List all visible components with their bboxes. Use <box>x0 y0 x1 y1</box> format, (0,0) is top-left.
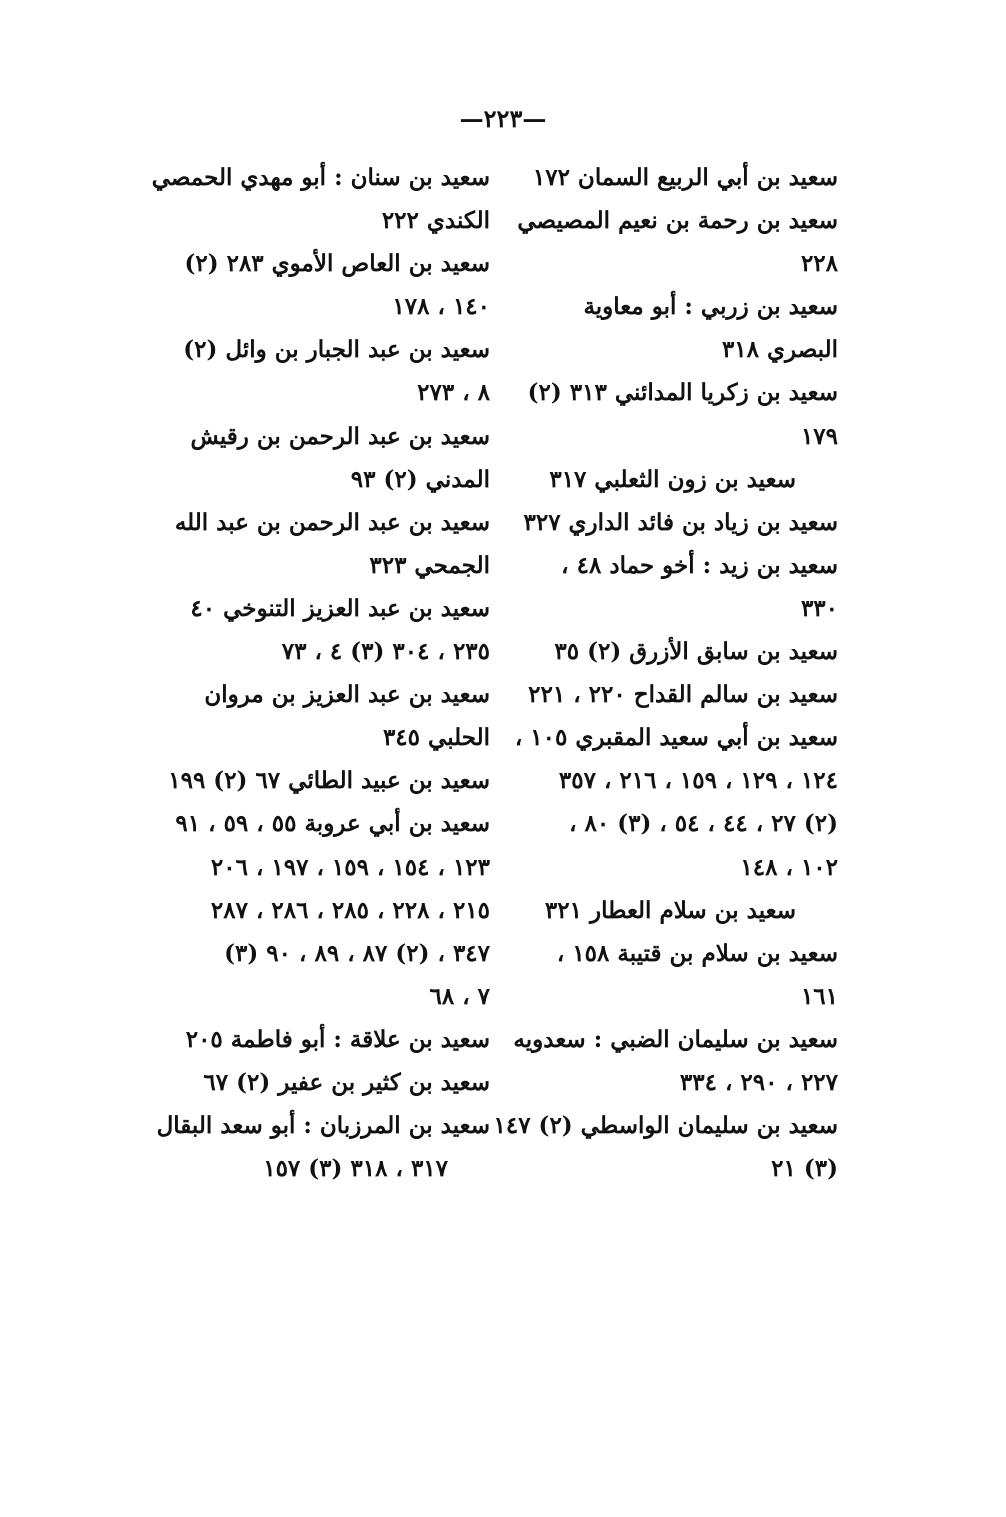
index-column-left <box>151 156 490 1190</box>
index-entry: سعيد بن أبي سعيد المقبري ١٠٥ ، <box>514 724 838 752</box>
index-entry-continuation: الجمحي ٣٢٣ <box>369 551 490 579</box>
index-entry-continuation: ٢٢٧ ، ٢٩٠ ، ٣٣٤ <box>679 1068 838 1096</box>
index-entry-continuation: المدني (٢) ٩٣ <box>350 465 490 493</box>
index-entry: سعيد بن زربي : أبو معاوية <box>583 293 838 321</box>
page-number: —٢٢٣— <box>459 104 547 133</box>
index-entry-continuation: ٣٣٠ <box>800 594 838 622</box>
index-entry-continuation: ١٧٩ <box>800 422 838 450</box>
index-entry: سعيد بن أبي الربيع السمان ١٧٢ <box>532 164 838 191</box>
index-entry: سعيد بن سليمان الضبي : سعدويه <box>513 1025 838 1053</box>
index-entry-continuation: ٢٣٥ ، ٣٠٤ (٣) ٤ ، ٧٣ <box>281 638 490 666</box>
index-entry: سعيد بن عبد الرحمن بن رقيش <box>190 422 490 450</box>
index-entry: سعيد بن سنان : أبو مهدي الحمصي <box>151 164 490 191</box>
index-entry-continuation: ١٠٢ ، ١٤٨ <box>740 853 838 881</box>
index-entry-continuation: ١٤٠ ، ١٧٨ <box>392 293 490 321</box>
index-entry-continuation: ٣١٧ ، ٣١٨ (٣) ١٥٧ <box>263 1155 448 1183</box>
index-entry-continuation: ١٦١ <box>800 982 838 1010</box>
index-entry: سعيد بن زياد بن فائد الداري ٣٢٧ <box>523 508 838 536</box>
index-entry: سعيد بن سابق الأزرق (٢) ٣٥ <box>554 638 838 666</box>
index-entry: سعيد بن عبد العزيز التنوخي ٤٠ <box>190 594 490 622</box>
index-entry-continuation: البصري ٣١٨ <box>721 336 838 364</box>
index-entry: سعيد بن سليمان الواسطي (٢) ١٤٧ <box>493 1112 838 1140</box>
index-entry: سعيد بن سلام العطار ٣٢١ <box>544 896 796 924</box>
index-entry-continuation: ١٢٣ ، ١٥٤ ، ١٥٩ ، ١٩٧ ، ٢٠٦ <box>210 853 490 881</box>
index-entry-continuation: ٨ ، ٢٧٣ <box>417 379 490 407</box>
index-entry-continuation: ٢١٥ ، ٢٢٨ ، ٢٨٥ ، ٢٨٦ ، ٢٨٧ <box>210 896 490 924</box>
index-entry-continuation: ١٢٤ ، ١٢٩ ، ١٥٩ ، ٢١٦ ، ٣٥٧ <box>558 767 838 795</box>
index-entry: سعيد بن عبيد الطائي ٦٧ (٢) ١٩٩ <box>168 767 490 795</box>
index-entry-continuation: الكندي ٢٢٢ <box>381 207 490 235</box>
index-entry: سعيد بن رحمة بن نعيم المصيصي <box>517 207 838 235</box>
index-entry: سعيد بن العاص الأموي ٢٨٣ (٢) <box>184 250 490 278</box>
index-entry-continuation: (٢) ٢٧ ، ٤٤ ، ٥٤ ، (٣) ٨٠ ، <box>569 810 838 838</box>
index-entry-continuation: ٣٤٧ ، (٢) ٨٧ ، ٨٩ ، ٩٠ (٣) <box>224 939 490 967</box>
index-entry-continuation: (٣) ٢١ <box>771 1155 838 1183</box>
index-column-right <box>493 156 838 1190</box>
index-entry: سعيد بن علاقة : أبو فاطمة ٢٠٥ <box>185 1025 490 1053</box>
index-entry: سعيد بن زكريا المدائني ٣١٣ (٢) <box>527 379 838 407</box>
index-entry: سعيد بن كثير بن عفير (٢) ٦٧ <box>203 1068 490 1096</box>
index-entry-continuation: ٢٢٨ <box>800 250 838 278</box>
index-entry: سعيد بن سالم القداح ٢٢٠ ، ٢٢١ <box>528 681 838 709</box>
index-entry-continuation: الحلبي ٣٤٥ <box>382 724 490 752</box>
index-entry-continuation: ٧ ، ٦٨ <box>429 982 490 1010</box>
index-entry: سعيد بن المرزبان : أبو سعد البقال <box>156 1112 490 1140</box>
index-entry: سعيد بن عبد الجبار بن وائل (٢) <box>183 336 490 364</box>
index-entry: سعيد بن زون الثعلبي ٣١٧ <box>549 465 796 493</box>
index-entry: سعيد بن عبد العزيز بن مروان <box>204 681 490 709</box>
index-entry: سعيد بن أبي عروبة ٥٥ ، ٥٩ ، ٩١ <box>175 810 490 838</box>
index-entry: سعيد بن زيد : أخو حماد ٤٨ ، <box>561 551 838 579</box>
index-entry: سعيد بن عبد الرحمن بن عبد الله <box>174 508 490 536</box>
index-entry: سعيد بن سلام بن قتيبة ١٥٨ ، <box>556 939 838 967</box>
